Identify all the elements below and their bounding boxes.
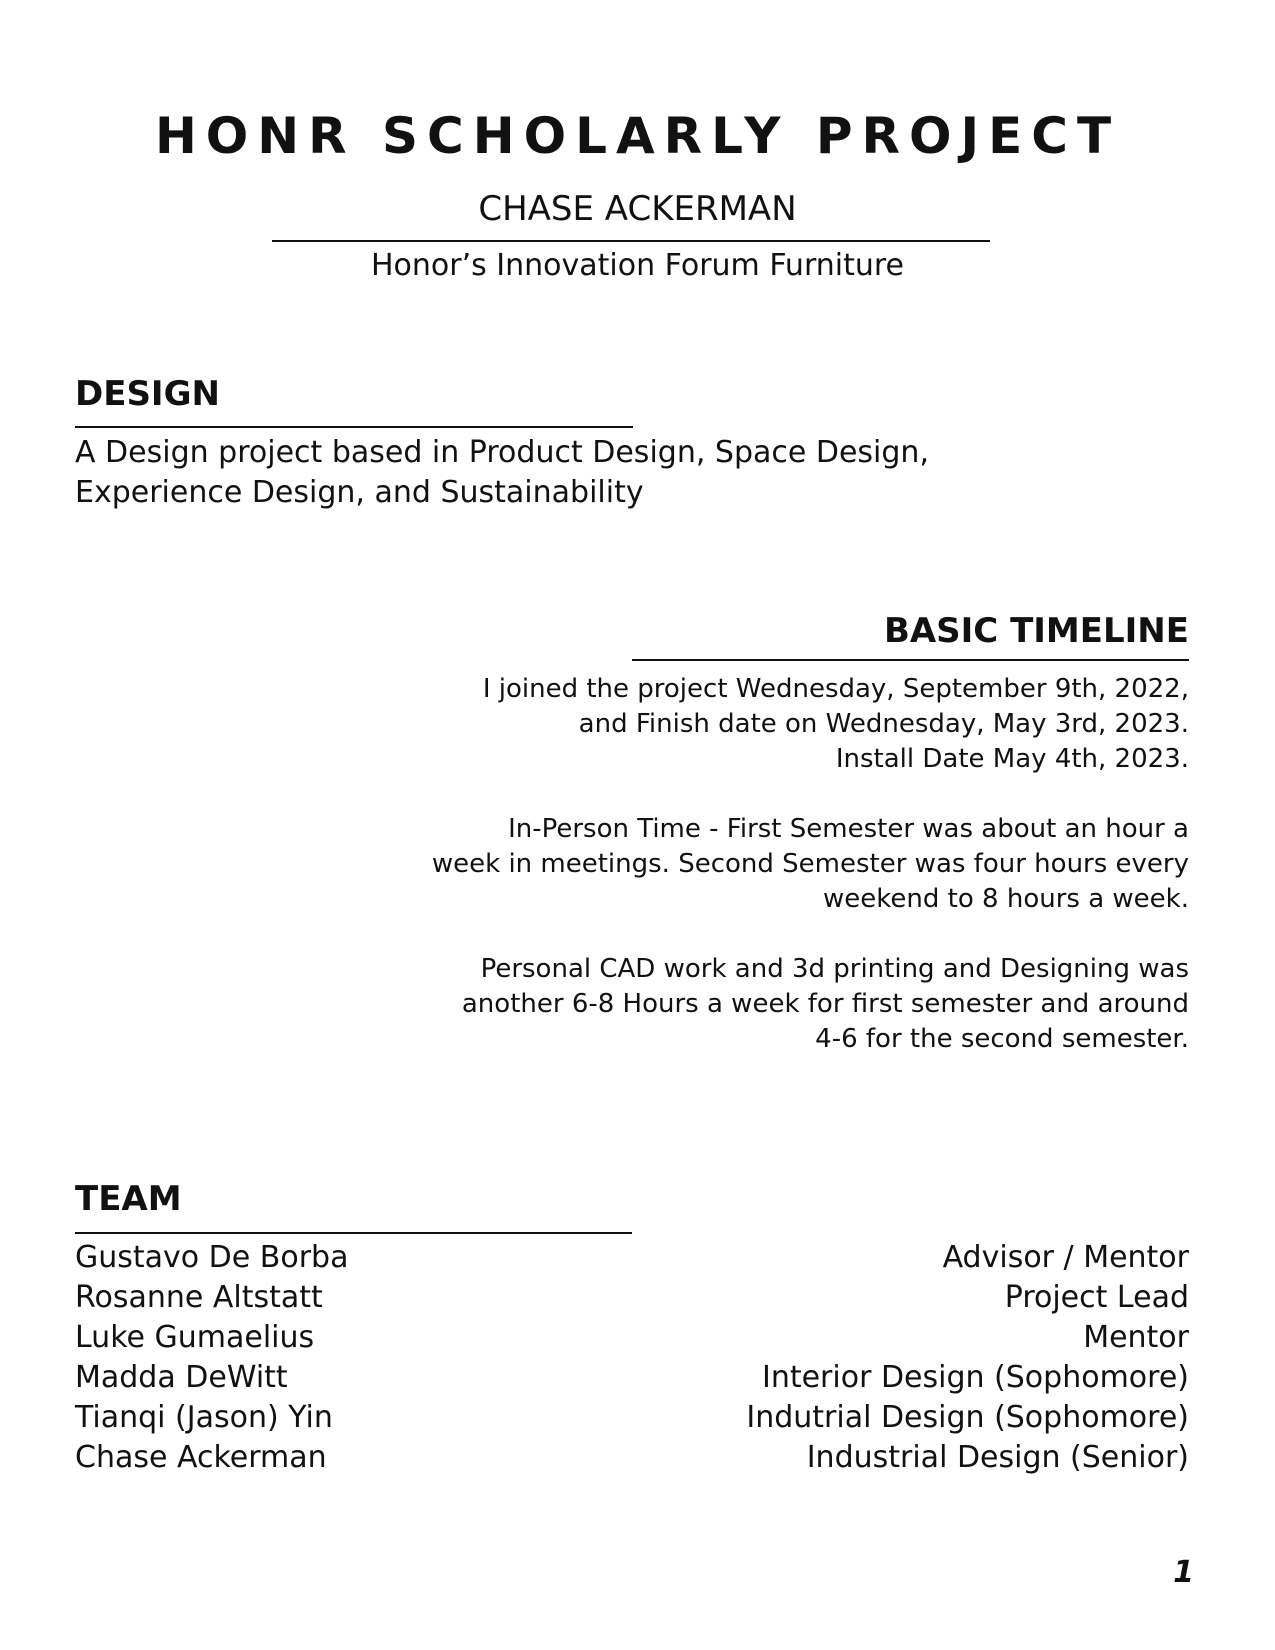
team-member-name: Chase Ackerman: [75, 1440, 327, 1475]
team-member-row: [75, 1278, 1189, 1318]
timeline-paragraph-personal: [289, 952, 1189, 1057]
timeline-line: Install Date May 4th, 2023.: [835, 744, 1189, 774]
team-heading: TEAM: [75, 1179, 182, 1219]
team-member-role: Interior Design (Sophomore): [761, 1360, 1189, 1395]
author-name: CHASE ACKERMAN: [478, 189, 797, 229]
design-description: [75, 433, 1195, 513]
team-member-role: Project Lead: [1004, 1280, 1189, 1315]
team-member-role: Advisor / Mentor: [942, 1240, 1189, 1275]
timeline-text: [289, 672, 1189, 1092]
design-description-line: A Design project based in Product Design, Space Design,: [75, 435, 929, 470]
team-member-role: Indutrial Design (Sophomore): [746, 1400, 1189, 1435]
timeline-line: another 6-8 Hours a week for first semester and around: [461, 989, 1189, 1019]
team-member-name: Madda DeWitt: [75, 1360, 288, 1395]
author-divider: [272, 240, 990, 242]
design-divider: [75, 426, 633, 428]
timeline-line: In-Person Time - First Semester was about an hour a: [508, 814, 1189, 844]
team-divider: [75, 1232, 632, 1234]
team-member-role: Mentor: [1083, 1320, 1189, 1355]
team-member-row: [75, 1358, 1189, 1398]
timeline-heading: BASIC TIMELINE: [883, 611, 1189, 651]
team-member-role: Industrial Design (Senior): [806, 1440, 1189, 1475]
timeline-line: and Finish date on Wednesday, May 3rd, 2023.: [578, 709, 1189, 739]
timeline-line: weekend to 8 hours a week.: [823, 884, 1189, 914]
page-title: HONR SCHOLARLY PROJECT: [154, 107, 1121, 165]
project-subtitle: Honor’s Innovation Forum Furniture: [370, 248, 905, 283]
team-member-name: Tianqi (Jason) Yin: [75, 1400, 333, 1435]
team-member-name: Luke Gumaelius: [75, 1320, 315, 1355]
timeline-line: week in meetings. Second Semester was four hours every: [431, 849, 1189, 879]
team-member-row: [75, 1438, 1189, 1478]
timeline-line: Personal CAD work and 3d printing and Designing was: [480, 954, 1189, 984]
team-member-row: [75, 1238, 1189, 1278]
design-description-line: Experience Design, and Sustainability: [75, 475, 644, 510]
design-heading: DESIGN: [75, 374, 220, 414]
timeline-line: I joined the project Wednesday, September 9th, 2022,: [482, 674, 1189, 704]
team-member-name: Gustavo De Borba: [75, 1240, 349, 1275]
timeline-line: 4-6 for the second semester.: [815, 1024, 1189, 1054]
team-member-name: Rosanne Altstatt: [75, 1280, 323, 1315]
team-member-row: [75, 1398, 1189, 1438]
page-number: 1: [1173, 1555, 1194, 1590]
team-member-row: [75, 1318, 1189, 1358]
timeline-paragraph-dates: [289, 672, 1189, 777]
timeline-divider: [632, 659, 1189, 661]
team-list: [75, 1238, 1189, 1478]
timeline-paragraph-in-person: [289, 812, 1189, 917]
